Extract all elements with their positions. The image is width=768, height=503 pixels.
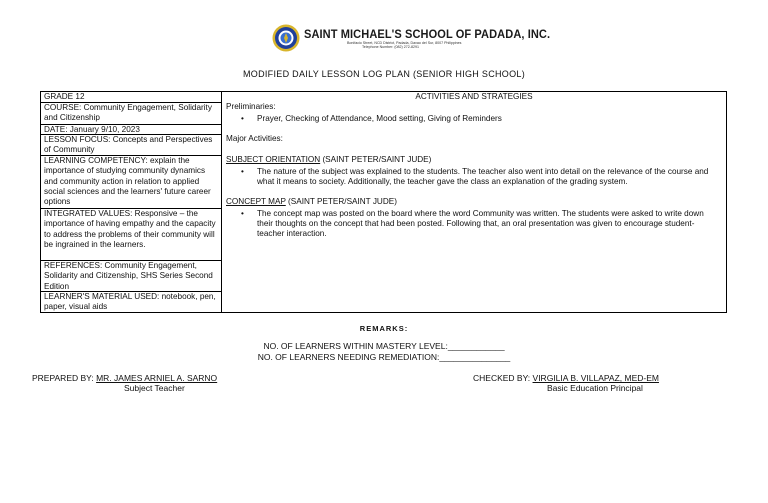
concept-sections: (SAINT PETER/SAINT JUDE) [285,197,397,206]
orientation-item: The nature of the subject was explained to the students. The teacher also went into detail on the relevance of the course and what it means to society. Additionally, the teacher gave the class an explanation of the grading system. [257,167,709,186]
learners-material-cell: LEARNER'S MATERIAL USED: notebook, pen, paper, visual aids [44,292,216,312]
school-name: SAINT MICHAEL'S SCHOOL OF PADADA, INC. [304,27,551,41]
grade-cell: GRADE 12 [41,92,221,103]
prepared-by [32,373,217,383]
checked-by-role: Basic Education Principal [547,383,643,393]
concept-heading-line [226,197,397,207]
mastery-line [0,341,768,351]
date-cell: DATE: January 9/10, 2023 [41,125,221,135]
preliminaries-item: Prayer, Checking of Attendance, Mood setting, Giving of Reminders [257,114,502,123]
bullet-icon: • [241,209,244,218]
major-activities-label: Major Activities: [226,134,283,143]
checked-by-label: CHECKED BY: [473,373,533,383]
bullet-icon: • [241,167,244,176]
remarks-label: REMARKS: [359,324,409,333]
lesson-plan-table [40,91,727,313]
references-cell: REFERENCES: Community Engagement, Solidarity and Citizenship, SHS Series Second Edition [41,261,221,292]
document-title: MODIFIED DAILY LESSON LOG PLAN (SENIOR HIGH SCHOOL) [242,69,526,79]
remediation-label: NO. OF LEARNERS NEEDING REMEDIATION: [257,352,440,362]
checked-by [473,373,659,383]
learning-competency-cell: LEARNING COMPETENCY: explain the importance of studying community dynamics and community action in relation to applied social sciences and the learners' future career options [41,156,221,209]
concept-map-heading: CONCEPT MAP [226,197,286,206]
orientation-sections: (SAINT PETER/SAINT JUDE) [320,155,432,164]
orientation-heading: SUBJECT ORIENTATION [226,155,321,164]
remediation-blank: _______________ [439,352,511,362]
lesson-details-column [41,92,222,312]
mastery-blank: ____________ [447,341,505,351]
prepared-by-label: PREPARED BY: [32,373,97,383]
remediation-line [0,352,768,362]
activities-title: ACTIVITIES AND STRATEGIES [415,92,533,101]
school-address: Bonifacio Street, NCD District, Padada, Davao del Sur, 8007 Philippines [347,41,462,45]
activities-column [222,92,726,312]
lesson-focus-cell: LESSON FOCUS: Concepts and Perspectives of Community [41,135,221,156]
prepared-by-role: Subject Teacher [124,383,185,393]
school-header [0,18,768,62]
integrated-values-cell: INTEGRATED VALUES: Responsive – the importance of having empathy and the capacity to address the problems of their community will be ingrained in the learners. [41,209,221,261]
checked-by-name: VIRGILIA B. VILLAPAZ, MED-EM [532,373,659,383]
school-seal-icon [272,24,300,52]
school-telephone: Telephone Number: (082) 272-8291 [362,45,419,49]
concept-map-item: The concept map was posted on the board where the word Community was written. The students were asked to write down their thoughts on the concept that had been posted. Following that, an oral presentation was given to encourage student-teacher interaction. [257,209,704,238]
course-cell: COURSE: Community Engagement, Solidarity and Citizenship [41,103,221,125]
orientation-heading-line [226,155,431,165]
bullet-icon: • [241,114,244,123]
preliminaries-label: Preliminaries: [226,102,276,111]
prepared-by-name: MR. JAMES ARNIEL A. SARNO [96,373,218,383]
mastery-label: NO. OF LEARNERS WITHIN MASTERY LEVEL: [263,341,448,351]
